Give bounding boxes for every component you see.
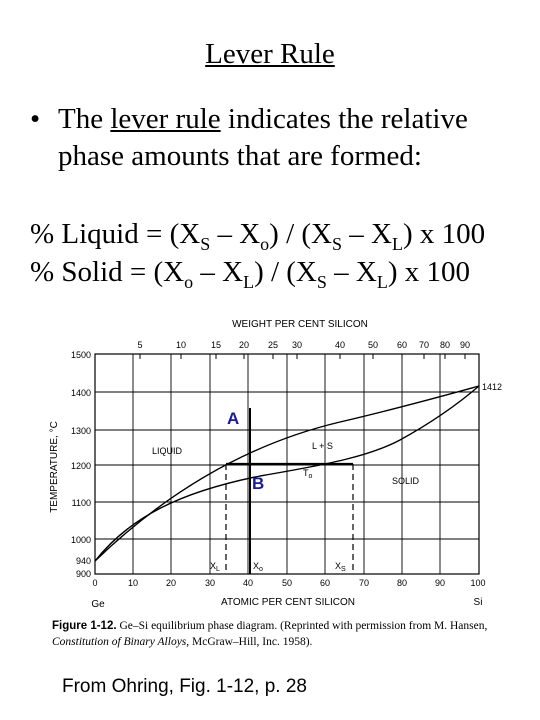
source-citation: From Ohring, Fig. 1-12, p. 28	[62, 676, 307, 697]
si-melting-point-label: 1412	[482, 382, 503, 392]
top-tick: 15	[210, 340, 222, 350]
bottom-tick: 40	[242, 578, 254, 588]
solid-equation: % Solid = $(X_o - X_L) / (X_S - X_L)$ x 100	[30, 256, 471, 292]
y-axis-title: TEMPERATURE, °C	[49, 421, 60, 513]
y-tick: 1300	[70, 426, 91, 436]
top-axis-title: WEIGHT PER CENT SILICON	[232, 319, 368, 330]
bottom-tick: 30	[204, 578, 216, 588]
bottom-tick-labels	[92, 578, 485, 588]
bottom-tick: 60	[319, 578, 331, 588]
left-element-label: Ge	[91, 599, 105, 610]
xo-label: $X_o$	[253, 561, 263, 573]
top-tick: 20	[238, 340, 250, 350]
point-b-marker: B	[252, 474, 265, 493]
bullet-pre: The	[58, 103, 111, 135]
top-tick: 5	[137, 340, 143, 350]
bottom-tick: 80	[396, 578, 408, 588]
top-tick: 25	[267, 340, 279, 350]
figure-number: Figure 1-12.	[52, 620, 117, 632]
y-tick: 940	[75, 556, 91, 566]
to-label: $T_o$	[303, 468, 313, 480]
xs-label: $X_S$	[335, 561, 346, 573]
bullet-text	[58, 101, 530, 175]
top-tick-marks	[140, 354, 465, 359]
top-tick: 50	[367, 340, 379, 350]
bottom-tick: 100	[470, 578, 486, 588]
point-a-marker: A	[227, 409, 240, 428]
slide-title: Lever Rule	[205, 38, 335, 70]
phase-diagram	[40, 312, 510, 614]
caption-book-title: Constitution of Binary Alloys	[52, 636, 187, 648]
bottom-tick: 10	[127, 578, 139, 588]
top-tick: 30	[291, 340, 303, 350]
top-tick: 60	[396, 340, 408, 350]
bullet-item	[30, 101, 530, 175]
y-tick: 1500	[70, 350, 91, 360]
y-tick-labels	[71, 350, 91, 579]
bullet-post: indicates the relative phase amounts that are formed:	[58, 103, 468, 172]
liquid-equation: % Liquid = $(X_S - X_o) / (X_S - X_L)$ x 100	[30, 218, 486, 254]
l-plus-s-label: L + S	[312, 441, 333, 451]
caption-text: Ge–Si equilibrium phase diagram. (Reprinted with permission from M. Hansen,	[119, 620, 488, 632]
bottom-tick: 0	[92, 578, 98, 588]
top-tick: 10	[175, 340, 187, 350]
bottom-tick: 20	[165, 578, 177, 588]
y-tick: 1100	[71, 498, 91, 508]
top-tick: 80	[439, 340, 451, 350]
top-tick: 70	[418, 340, 430, 350]
right-element-label: Si	[473, 597, 483, 608]
bottom-tick: 50	[281, 578, 293, 588]
liquid-region-label: LIQUID	[152, 446, 183, 456]
y-tick: 900	[75, 569, 91, 579]
lever-rule-term: lever rule	[110, 103, 221, 135]
y-tick: 1000	[70, 535, 91, 545]
solid-region-label: SOLID	[392, 476, 420, 486]
xl-label: $X_L$	[210, 561, 220, 573]
bottom-tick: 70	[358, 578, 370, 588]
top-tick: 40	[334, 340, 346, 350]
bullet-symbol: •	[30, 103, 41, 135]
top-tick: 90	[459, 340, 471, 350]
figure-caption	[52, 618, 512, 650]
caption-tail: , McGraw–Hill, Inc. 1958).	[186, 636, 313, 648]
top-tick-labels	[137, 340, 470, 350]
y-tick: 1200	[70, 461, 91, 471]
bottom-tick: 90	[434, 578, 446, 588]
y-tick: 1400	[70, 388, 91, 398]
bottom-axis-title: ATOMIC PER CENT SILICON	[221, 597, 355, 608]
